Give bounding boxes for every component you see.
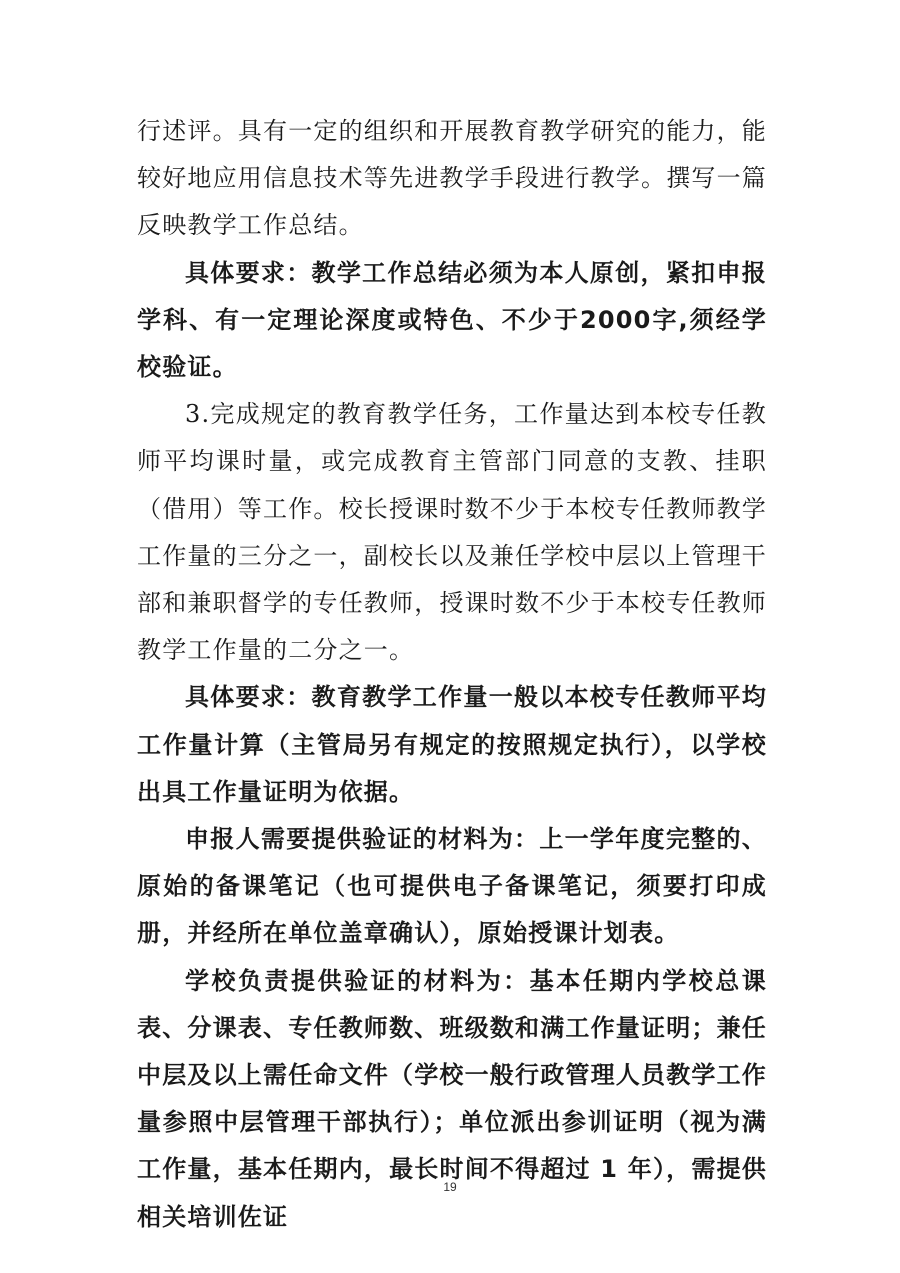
paragraph-2-requirements: 具体要求：教学工作总结必须为本人原创，紧扣申报学科、有一定理论深度或特色、不少于2000字,须经学校验证。 — [137, 258, 767, 382]
page-number: 19 — [443, 1180, 457, 1194]
body-text — [137, 108, 767, 1241]
paragraph-6-school-materials: 学校负责提供验证的材料为：基本任期内学校总课表、分课表、专任教师数、班级数和满工作量证明；兼任中层及以上需任命文件（学校一般行政管理人员教学工作量参照中层管理干部执行）；单位派出参训证明（视为满工作量，基本任期内，最长时间不得超过 1 年），需提供相关培训佐证 — [137, 966, 767, 1231]
paragraph-5-applicant-materials: 申报人需要提供验证的材料为：上一学年度完整的、原始的备课笔记（也可提供电子备课笔记，须要打印成册，并经所在单位盖章确认），原始授课计划表。 — [137, 825, 767, 948]
paragraph-1: 行述评。具有一定的组织和开展教育教学研究的能力，能较好地应用信息技术等先进教学手段进行教学。撰写一篇反映教学工作总结。 — [137, 117, 767, 240]
paragraph-4-requirements: 具体要求：教育教学工作量一般以本校专任教师平均工作量计算（主管局另有规定的按照规定执行），以学校出具工作量证明为依据。 — [137, 683, 767, 806]
paragraph-3-teaching-tasks: 3.完成规定的教育教学任务，工作量达到本校专任教师平均课时量，或完成教育主管部门同意的支教、挂职（借用）等工作。校长授课时数不少于本校专任教师教学工作量的三分之一，副校长以及兼任学校中层以上管理干部和兼职督学的专任教师，授课时数不少于本校专任教师教学工作量的二分之一。 — [137, 400, 767, 665]
